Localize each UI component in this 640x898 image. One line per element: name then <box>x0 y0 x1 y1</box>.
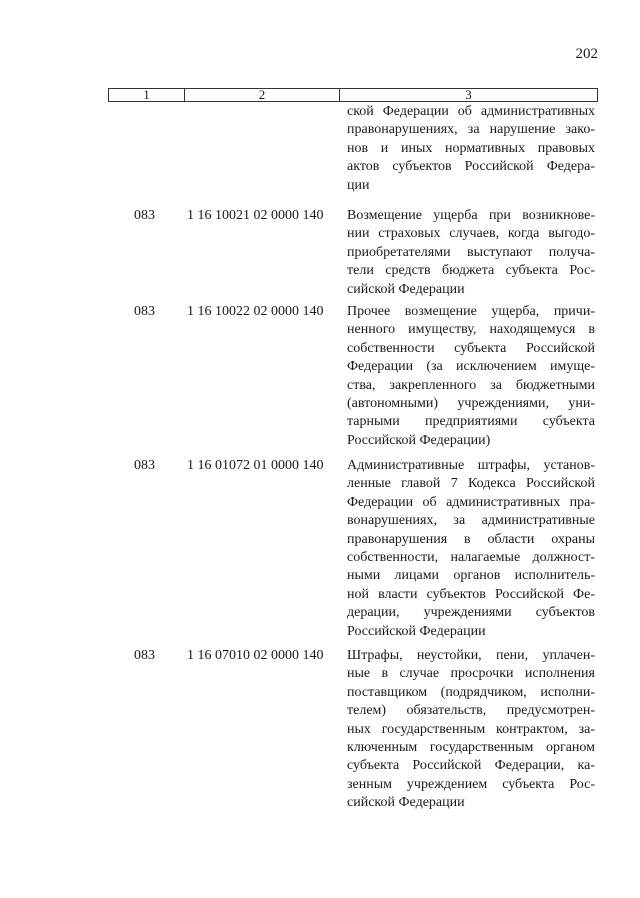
description-line: тели средств бюджета субъекта Рос- <box>347 263 595 279</box>
description-line: поставщиком (подрядчиком, исполни- <box>347 684 595 700</box>
description-line: ленные главой 7 Кодекса Российской <box>347 476 595 492</box>
description-line: правонарушениях, за нарушение зако- <box>347 122 595 138</box>
description-line: актов субъектов Российской Федера- <box>347 159 595 175</box>
description-line: (автономными) учреждениями, уни- <box>347 396 595 412</box>
description-line: сийской Федерации <box>347 281 465 297</box>
description-line: ской Федерации об административных <box>347 104 595 119</box>
income-description <box>347 303 595 450</box>
budget-classification-code: 1 16 01072 01 0000 140 <box>187 458 324 473</box>
description-line: Административные штрафы, установ- <box>347 458 595 473</box>
budget-classification-code: 1 16 10021 02 0000 140 <box>187 208 324 223</box>
income-description <box>347 207 595 299</box>
table-header <box>108 88 598 102</box>
budget-classification-code: 1 16 07010 02 0000 140 <box>187 648 324 663</box>
description-line: ной власти субъектов Российской Фе- <box>347 586 595 602</box>
description-line: ства, закрепленного за бюджетными <box>347 377 595 393</box>
header-col-3: 3 <box>465 87 472 102</box>
income-description <box>347 103 595 195</box>
admin-code: 083 <box>134 648 155 663</box>
description-line: Российской Федерации <box>347 623 486 639</box>
income-description <box>347 647 595 813</box>
description-line: собственности, налагаемые должност- <box>347 550 595 566</box>
description-line: ные в случае просрочки исполнения <box>347 666 595 682</box>
description-line: Федерации об административных пра- <box>347 494 595 510</box>
description-line: телем) обязательств, предусмотрен- <box>347 703 595 719</box>
admin-code: 083 <box>134 208 155 223</box>
description-line: правонарушения в области охраны <box>347 531 595 547</box>
income-description <box>347 457 595 641</box>
admin-code: 083 <box>134 304 155 319</box>
description-line: Российской Федерации) <box>347 432 491 448</box>
admin-code: 083 <box>134 458 155 473</box>
description-line: Прочее возмещение ущерба, причи- <box>347 304 595 319</box>
description-line: ными лицами органов исполнитель- <box>347 568 595 584</box>
description-line: приобретателями выступают получа- <box>347 244 595 260</box>
description-line: ключенным государственным органом <box>347 740 595 756</box>
description-line: дерации, учреждениями субъектов <box>347 605 595 621</box>
description-line: сийской Федерации <box>347 795 465 811</box>
description-line: Федерации (за исключением имуще- <box>347 359 595 375</box>
page-number: 202 <box>575 46 598 62</box>
description-line: Штрафы, неустойки, пени, уплачен- <box>347 648 595 663</box>
description-line: нии страховых случаев, когда выгодо- <box>347 226 595 242</box>
description-line: ненного имуществу, находящемуся в <box>347 322 595 338</box>
description-line: нов и иных нормативных правовых <box>347 140 595 156</box>
budget-classification-code: 1 16 10022 02 0000 140 <box>187 304 324 319</box>
header-col-2: 2 <box>185 89 340 101</box>
description-line: вонарушениях, за административные <box>347 513 595 529</box>
header-col-1: 1 <box>109 89 185 101</box>
description-line: собственности субъекта Российской <box>347 340 595 356</box>
description-line: субъекта Российской Федерации, ка- <box>347 758 595 774</box>
description-line: зенным учреждением субъекта Рос- <box>347 776 595 792</box>
description-line: Возмещение ущерба при возникнове- <box>347 208 595 223</box>
description-line: тарными предприятиями субъекта <box>347 414 595 430</box>
description-line: ных государственным контрактом, за- <box>347 721 595 737</box>
description-line: ции <box>347 177 370 193</box>
